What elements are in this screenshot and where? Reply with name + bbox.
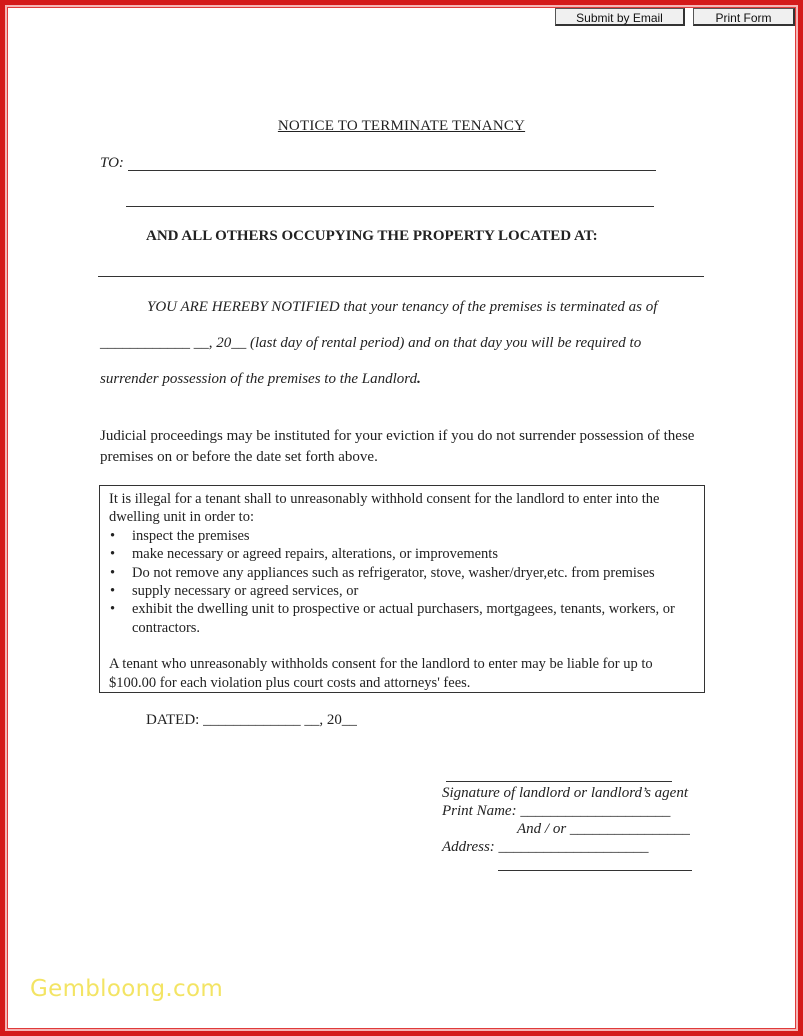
- entry-reasons-list: [109, 527, 695, 637]
- address-line-2[interactable]: [498, 870, 692, 871]
- list-item: • supply necessary or agreed services, or: [109, 582, 695, 600]
- form-title: NOTICE TO TERMINATE TENANCY: [277, 118, 526, 134]
- judicial-paragraph: Judicial proceedings may be instituted for your eviction if you do not surrender possession of these premises on or before the date set forth above.: [100, 428, 695, 465]
- and-or-field[interactable]: And / or ________________: [517, 821, 690, 837]
- print-form-button[interactable]: Print Form: [693, 8, 795, 26]
- watermark: Gembloong.com: [30, 976, 224, 1002]
- address-field[interactable]: Address: ____________________: [442, 839, 649, 855]
- surrender-statement: [100, 371, 421, 388]
- entry-rights-intro: It is illegal for a tenant shall to unreasonably withhold consent for the landlord to enter into the dwelling unit in order to:: [109, 491, 660, 526]
- list-item: • exhibit the dwelling unit to prospective or actual purchasers, mortgagees, tenants, workers, or contractors.: [109, 600, 695, 637]
- print-name-field[interactable]: Print Name: ____________________: [442, 803, 671, 819]
- property-address-line[interactable]: [98, 276, 704, 277]
- surrender-text: surrender possession of the premises to the Landlord: [100, 371, 418, 387]
- recipient-line-2[interactable]: [126, 206, 654, 207]
- entry-rights-box: [99, 485, 705, 693]
- list-item: • Do not remove any appliances such as refrigerator, stove, washer/dryer,etc. from premises: [109, 564, 695, 582]
- list-item: • inspect the premises: [109, 527, 695, 545]
- surrender-period: .: [417, 371, 421, 387]
- recipient-line-1[interactable]: [128, 170, 656, 171]
- submit-by-email-button[interactable]: Submit by Email: [555, 8, 685, 26]
- signature-label: Signature of landlord or landlord’s agent: [442, 785, 688, 801]
- liability-paragraph: A tenant who unreasonably withholds consent for the landlord to enter may be liable for up to $100.00 for each violation plus court costs and attorneys' fees.: [109, 656, 653, 691]
- others-heading: AND ALL OTHERS OCCUPYING THE PROPERTY LOCATED AT:: [146, 228, 598, 244]
- termination-date-line[interactable]: ____________ __, 20__ (last day of rental period) and on that day you will be required to: [100, 335, 642, 351]
- list-item: • make necessary or agreed repairs, alterations, or improvements: [109, 545, 695, 563]
- notice-rest: that your tenancy of the premises is terminated as of: [339, 299, 658, 315]
- notice-statement: [147, 299, 657, 316]
- notice-lead: YOU ARE HEREBY NOTIFIED: [147, 299, 340, 315]
- to-label: TO:: [100, 155, 124, 171]
- signature-line[interactable]: [446, 781, 672, 782]
- dated-line[interactable]: DATED: _____________ __, 20__: [146, 712, 357, 728]
